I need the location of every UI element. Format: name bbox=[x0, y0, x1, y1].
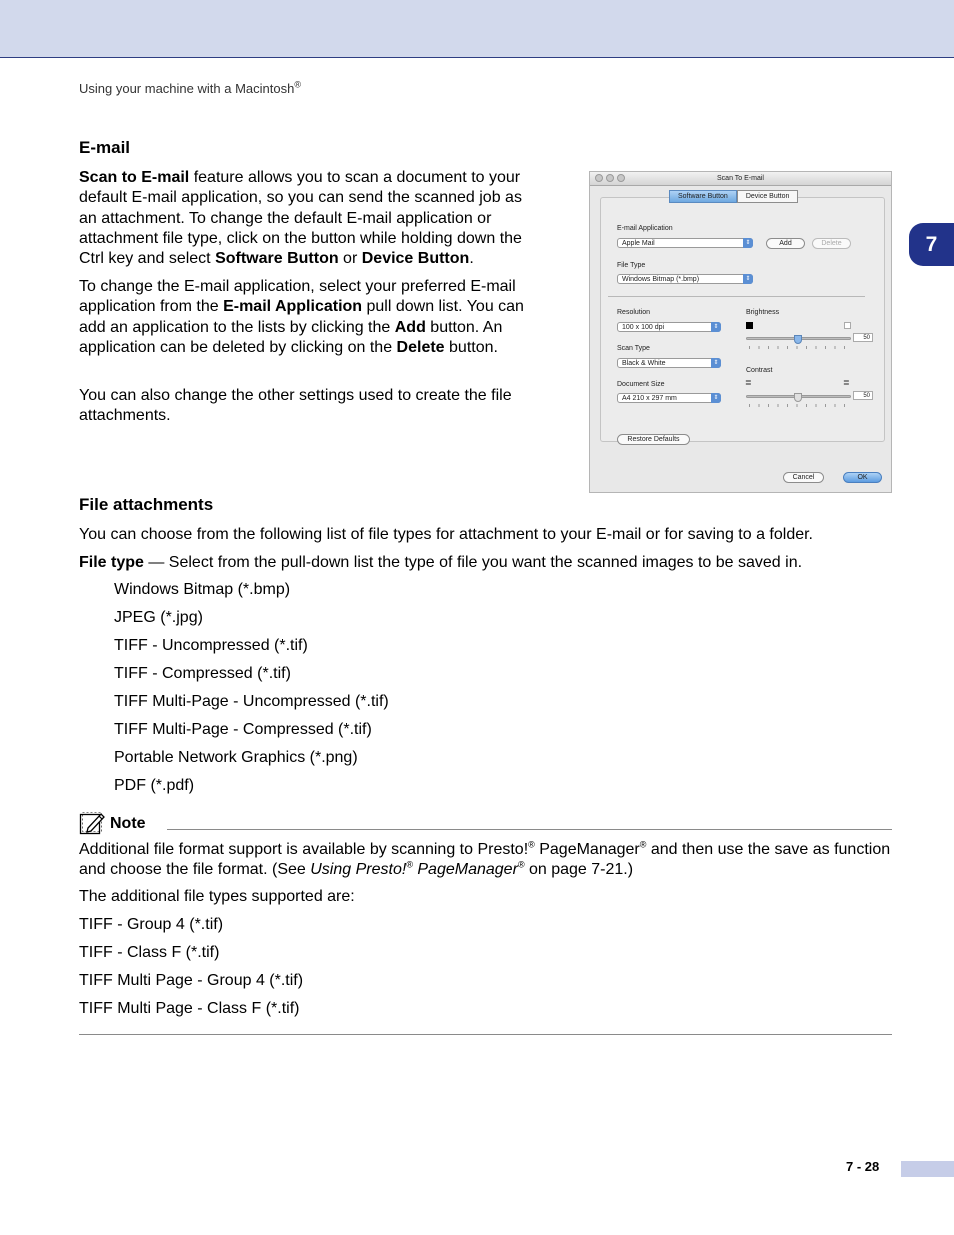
email-paragraph-2: To change the E-mail application, select your preferred E-mail application from the E-mail Application pull down list. You can add an application to the lists by clicking the Add button. An application can be deleted by clicking on the Delete button. bbox=[79, 278, 524, 356]
brightness-value[interactable]: 50 bbox=[853, 333, 873, 342]
section-heading-email: E-mail bbox=[79, 138, 131, 157]
slider-ticks bbox=[749, 404, 849, 407]
note-label: Note bbox=[110, 815, 146, 832]
high-contrast-icon: ≣ bbox=[843, 378, 850, 387]
note-end-divider bbox=[79, 1034, 892, 1035]
minimize-window-icon[interactable] bbox=[606, 174, 614, 182]
add-button[interactable]: Add bbox=[766, 238, 805, 249]
dark-square-icon bbox=[746, 322, 753, 329]
email-app-label: E-mail Application bbox=[617, 225, 673, 232]
list-item: TIFF - Class F (*.tif) bbox=[79, 944, 220, 961]
note-pencil-icon bbox=[79, 811, 107, 835]
list-item: TIFF Multi Page - Class F (*.tif) bbox=[79, 1000, 300, 1017]
scan-type-label: Scan Type bbox=[617, 345, 650, 352]
list-item: TIFF Multi-Page - Compressed (*.tif) bbox=[114, 721, 372, 738]
attachments-intro: You can choose from the following list of file types for attachment to your E-mail or for saving to a folder. bbox=[79, 526, 813, 543]
section-heading-file-attachments: File attachments bbox=[79, 495, 214, 514]
list-item: TIFF - Uncompressed (*.tif) bbox=[114, 637, 308, 654]
file-type-label: File Type bbox=[617, 262, 646, 269]
list-item: TIFF Multi Page - Group 4 (*.tif) bbox=[79, 972, 304, 989]
list-item: JPEG (*.jpg) bbox=[114, 609, 203, 626]
contrast-label: Contrast bbox=[746, 367, 773, 374]
file-type-paragraph: File type — Select from the pull-down list the type of file you want the scanned images to be saved in. bbox=[79, 554, 803, 571]
list-item: TIFF Multi-Page - Uncompressed (*.tif) bbox=[114, 693, 389, 710]
popup-arrows-icon: ⇕ bbox=[711, 358, 721, 368]
resolution-select[interactable]: 100 x 100 dpi ⇕ bbox=[617, 322, 721, 332]
popup-arrows-icon: ⇕ bbox=[743, 274, 753, 284]
close-window-icon[interactable] bbox=[595, 174, 603, 182]
cancel-button[interactable]: Cancel bbox=[783, 472, 824, 483]
file-type-select[interactable]: Windows Bitmap (*.bmp) ⇕ bbox=[617, 274, 753, 284]
tab-software-button[interactable]: Software Button bbox=[669, 190, 737, 203]
list-item: Windows Bitmap (*.bmp) bbox=[114, 581, 291, 598]
list-item: Portable Network Graphics (*.png) bbox=[114, 749, 358, 766]
email-paragraph-3: You can also change the other settings used to create the file attachments. bbox=[79, 387, 512, 425]
zoom-window-icon[interactable] bbox=[617, 174, 625, 182]
email-app-select[interactable]: Apple Mail ⇕ bbox=[617, 238, 753, 248]
popup-arrows-icon: ⇕ bbox=[711, 322, 721, 332]
divider bbox=[608, 296, 865, 297]
tab-device-button[interactable]: Device Button bbox=[737, 190, 799, 203]
popup-arrows-icon: ⇕ bbox=[711, 393, 721, 403]
delete-button[interactable]: Delete bbox=[812, 238, 851, 249]
list-item: PDF (*.pdf) bbox=[114, 777, 195, 794]
note-divider bbox=[167, 829, 892, 830]
supported-intro: The additional file types supported are: bbox=[79, 888, 355, 905]
note-paragraph: Additional file format support is available by scanning to Presto!® PageManager® and then use the save as function and choose the file format. (See Using Presto!® PageManager® on page 7-21.) bbox=[79, 839, 891, 879]
brightness-slider-thumb[interactable] bbox=[794, 335, 802, 344]
running-header: Using your machine with a Macintosh® bbox=[79, 79, 301, 96]
restore-defaults-button[interactable]: Restore Defaults bbox=[617, 434, 690, 445]
slider-ticks bbox=[749, 346, 849, 349]
footer-band bbox=[901, 1161, 954, 1177]
ok-button[interactable]: OK bbox=[843, 472, 882, 483]
resolution-label: Resolution bbox=[617, 309, 651, 316]
dialog-tabs bbox=[669, 190, 798, 203]
contrast-slider-thumb[interactable] bbox=[794, 393, 802, 402]
list-item: TIFF - Group 4 (*.tif) bbox=[79, 916, 224, 933]
scan-to-email-dialog bbox=[589, 171, 892, 493]
dialog-title: Scan To E-mail bbox=[590, 172, 891, 186]
low-contrast-icon: ≣ bbox=[745, 378, 752, 387]
brightness-label: Brightness bbox=[746, 309, 780, 316]
chapter-tab[interactable]: 7 bbox=[909, 223, 954, 266]
popup-arrows-icon: ⇕ bbox=[743, 238, 753, 248]
header-band bbox=[0, 0, 954, 58]
contrast-value[interactable]: 50 bbox=[853, 391, 873, 400]
email-paragraph-1: Scan to E-mail feature allows you to scan a document to your default E-mail application, so you can send the scanned job as an attachment. To change the default E-mail application or attachment file type, click on the button while holding down the Ctrl key and select Software Button or Device Button. bbox=[79, 169, 522, 268]
page-number: 7 - 28 bbox=[846, 1159, 880, 1174]
list-item: TIFF - Compressed (*.tif) bbox=[114, 665, 291, 682]
light-square-icon bbox=[844, 322, 851, 329]
scan-type-select[interactable]: Black & White ⇕ bbox=[617, 358, 721, 368]
document-size-label: Document Size bbox=[617, 381, 665, 388]
document-size-select[interactable]: A4 210 x 297 mm ⇕ bbox=[617, 393, 721, 403]
